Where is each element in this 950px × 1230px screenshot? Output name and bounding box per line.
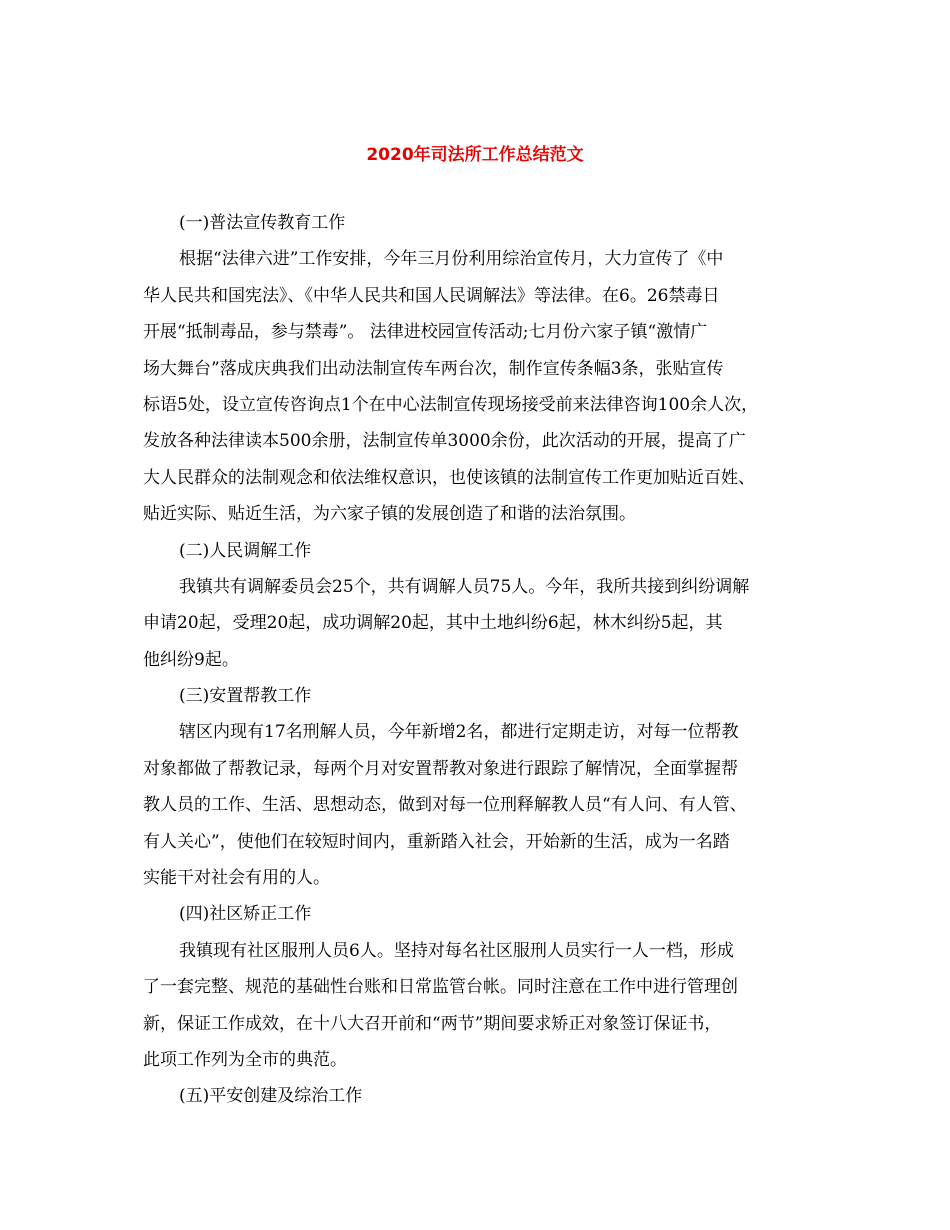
paragraph-line: 我镇现有社区服刑人员6人。坚持对每名社区服刑人员实行一人一档，形成	[179, 940, 734, 961]
paragraph-line: 标语5处，设立宣传咨询点1个在中心法制宣传现场接受前来法律咨询100余人次，	[143, 394, 759, 415]
paragraph-line: 新，保证工作成效，在十八大召开前和“两节”期间要求矫正对象签订保证书，	[143, 1013, 722, 1034]
section-heading: (四)社区矫正工作	[179, 904, 312, 925]
paragraph-line: 实能干对社会有用的人。	[143, 868, 330, 889]
section-heading: (二)人民调解工作	[179, 540, 312, 561]
section-heading: (三)安置帮教工作	[179, 686, 312, 707]
paragraph-line: 发放各种法律读本500余册，法制宣传单3000余份，此次活动的开展，提高了广	[143, 431, 746, 452]
paragraph-line: 华人民共和国宪法》、《中华人民共和国人民调解法》等法律。在6。26禁毒日	[143, 285, 720, 306]
paragraph-line: 开展“抵制毒品，参与禁毒”。 法律进校园宣传活动;七月份六家子镇“激情广	[143, 322, 708, 343]
paragraph-line: 有人关心”，使他们在较短时间内，重新踏入社会，开始新的生活，成为一名踏	[143, 831, 730, 852]
paragraph-line: 大人民群众的法制观念和依法维权意识，也使该镇的法制宣传工作更加贴近百姓、	[143, 467, 755, 488]
paragraph-line: 我镇共有调解委员会25个，共有调解人员75人。今年，我所共接到纠纷调解	[179, 576, 750, 597]
document-body	[143, 205, 843, 1115]
paragraph-line: 场大舞台”落成庆典我们出动法制宣传车两台次，制作宣传条幅3条，张贴宣传	[143, 358, 724, 379]
paragraph-line: 申请20起，受理20起，成功调解20起，其中土地纠纷6起，林木纠纷5起，其	[143, 613, 723, 634]
paragraph-line: 贴近实际、贴近生活，为六家子镇的发展创造了和谐的法治氛围。	[143, 504, 636, 525]
paragraph-line: 对象都做了帮教记录，每两个月对安置帮教对象进行跟踪了解情况，全面掌握帮	[143, 758, 738, 779]
paragraph-line: 他纠纷9起。	[143, 649, 239, 670]
section-heading: (一)普法宣传教育工作	[179, 213, 346, 233]
document-title: 2020年司法所工作总结范文	[366, 145, 584, 165]
paragraph-line: 了一套完整、规范的基础性台账和日常监管台帐。同时注意在工作中进行管理创	[143, 977, 738, 998]
paragraph-line: 此项工作列为全市的典范。	[143, 1049, 347, 1070]
paragraph-line: 根据“法律六进”工作安排，今年三月份利用综治宣传月，大力宣传了《中	[179, 249, 724, 270]
paragraph-line: 辖区内现有17名刑解人员，今年新增2名，都进行定期走访，对每一位帮教	[179, 722, 739, 743]
section-heading: (五)平安创建及综治工作	[179, 1086, 363, 1107]
paragraph-line: 教人员的工作、生活、思想动态，做到对每一位刑释解教人员“有人问、有人管、	[143, 795, 747, 816]
